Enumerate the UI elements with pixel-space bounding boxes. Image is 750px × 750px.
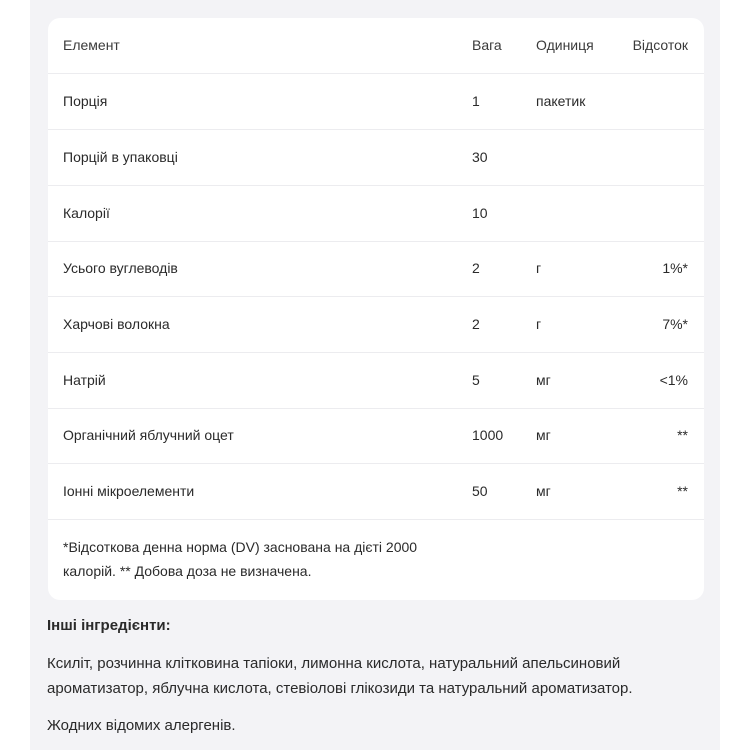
row-percent: 1%* bbox=[662, 260, 688, 276]
row-unit: пакетик bbox=[536, 93, 586, 109]
table-row bbox=[48, 186, 704, 242]
row-name: Порцій в упаковці bbox=[63, 149, 178, 165]
header-name: Елемент bbox=[63, 37, 120, 53]
row-name: Калорії bbox=[63, 205, 110, 221]
row-name: Порція bbox=[63, 93, 108, 109]
table-row bbox=[48, 130, 704, 186]
row-weight: 1000 bbox=[472, 427, 504, 443]
row-weight: 1 bbox=[472, 93, 480, 109]
row-unit: мг bbox=[536, 372, 551, 388]
nutrition-table-card bbox=[48, 18, 704, 600]
header-unit: Одиниця bbox=[536, 37, 594, 53]
row-name: Харчові волокна bbox=[63, 316, 170, 332]
table-row bbox=[48, 464, 704, 520]
other-ingredients-text: Ксиліт, розчинна клітковина тапіоки, лимонна кислота, натуральний апельсиновий ароматизатор, яблучна кислота, стевіолові глікозиди та натуральний ароматизатор. bbox=[47, 655, 633, 697]
other-ingredients-title: Інші інгредієнти: bbox=[47, 617, 171, 634]
allergens-note: Жодних відомих алергенів. bbox=[47, 717, 236, 734]
row-name: Органічний яблучний оцет bbox=[63, 427, 234, 443]
table-row bbox=[48, 297, 704, 353]
table-row bbox=[48, 353, 704, 409]
row-name: Іонні мікроелементи bbox=[63, 483, 195, 499]
row-name: Усього вуглеводів bbox=[63, 260, 178, 276]
row-unit: мг bbox=[536, 483, 551, 499]
row-name: Натрій bbox=[63, 372, 106, 388]
row-unit: г bbox=[536, 260, 542, 276]
table-row bbox=[48, 408, 704, 464]
header-percent: Відсоток bbox=[632, 37, 688, 53]
row-weight: 30 bbox=[472, 149, 488, 165]
page-background bbox=[30, 0, 720, 750]
row-percent: <1% bbox=[659, 372, 688, 388]
row-weight: 5 bbox=[472, 372, 480, 388]
row-weight: 10 bbox=[472, 205, 488, 221]
row-percent: 7%* bbox=[662, 316, 688, 332]
row-weight: 50 bbox=[472, 483, 488, 499]
row-percent: ** bbox=[677, 483, 688, 499]
header-weight: Вага bbox=[472, 37, 502, 53]
row-weight: 2 bbox=[472, 260, 480, 276]
table-footnote: *Відсоткова денна норма (DV) заснована на дієті 2000 калорій. ** Добова доза не визначена. bbox=[63, 539, 418, 579]
table-row bbox=[48, 74, 704, 130]
row-percent: ** bbox=[677, 427, 688, 443]
row-weight: 2 bbox=[472, 316, 480, 332]
table-row bbox=[48, 241, 704, 297]
row-unit: мг bbox=[536, 427, 551, 443]
table-header-row bbox=[48, 18, 704, 74]
row-unit: г bbox=[536, 316, 542, 332]
